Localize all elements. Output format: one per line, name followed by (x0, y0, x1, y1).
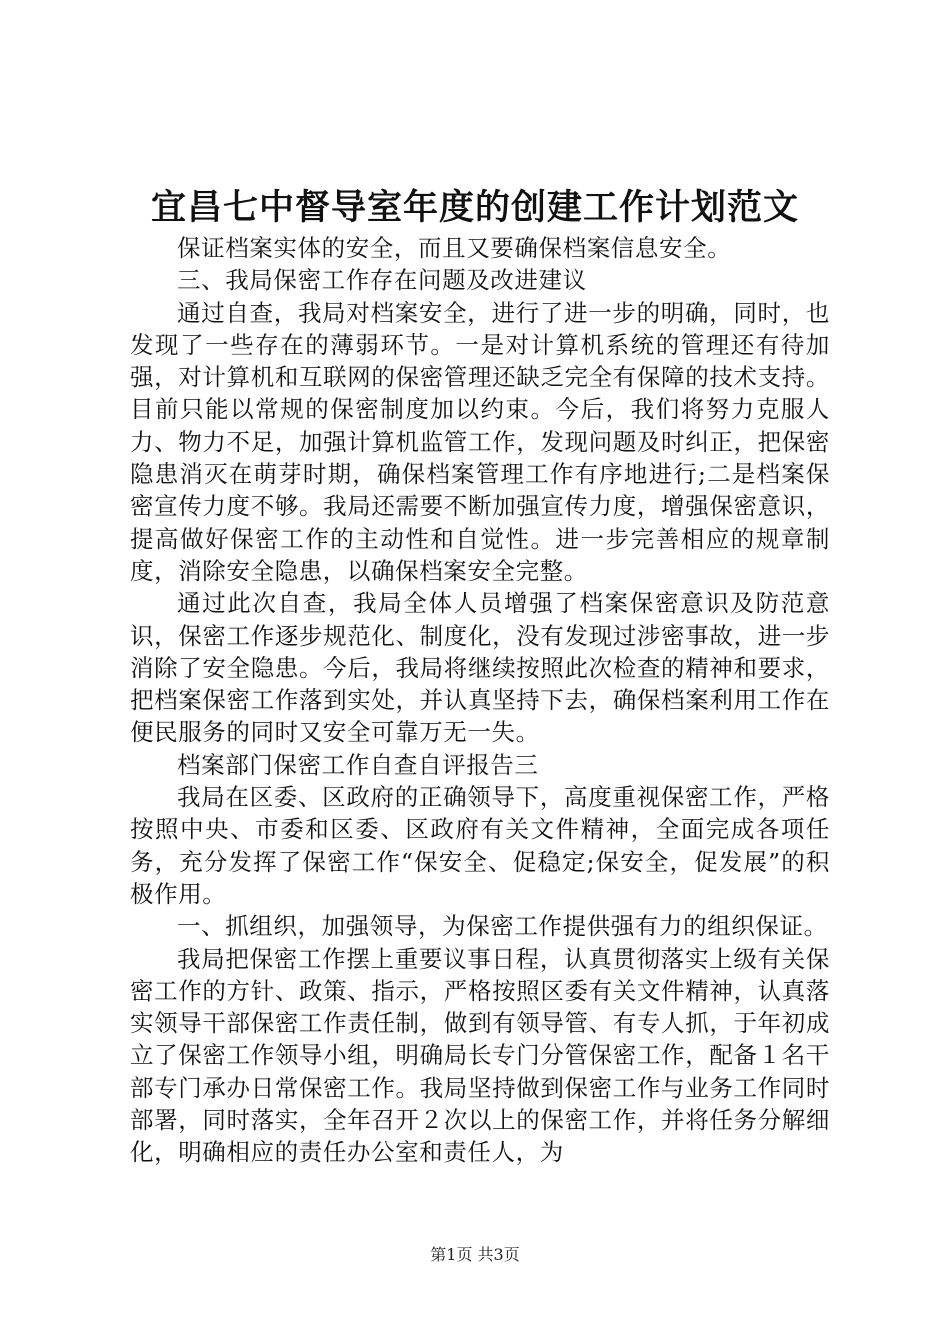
document-title: 宜昌七中督导室年度的创建工作计划范文 (150, 187, 799, 228)
paragraph-3: 通过此次自查，我局全体人员增强了档案保密意识及防范意识，保密工作逐步规范化、制度化，没有发现过涉密事故，进一步消除了安全隐患。今后，我局将继续按照此次检查的精神和要求，把档案保密工作落到实处，并认真坚持下去，确保档案利用工作在便民服务的同时又安全可靠万无一失。 (130, 589, 830, 747)
section-heading-1: 一、抓组织，加强领导，为保密工作提供强有力的组织保证。 (177, 912, 828, 941)
document-body (130, 232, 830, 1169)
section-heading-3: 三、我局保密工作存在问题及改进建议 (177, 266, 587, 295)
paragraph-5: 我局把保密工作摆上重要议事日程，认真贯彻落实上级有关保密工作的方针、政策、指示，严格按照区委有关文件精神，认真落实领导干部保密工作责任制，做到有领导管、有专人抓，于年初成立了保密工作领导小组，明确局长专门分管保密工作，配备１名干部专门承办日常保密工作。我局坚持做到保密工作与业务工作同时部署，同时落实，全年召开２次以上的保密工作，并将任务分解细化，明确相应的责任办公室和责任人，为 (130, 944, 830, 1167)
paragraph-1: 保证档案实体的安全，而且又要确保档案信息安全。 (177, 234, 732, 262)
report-heading: 档案部门保密工作自查自评报告三 (177, 750, 539, 779)
paragraph-2: 通过自查，我局对档案安全，进行了进一步的明确，同时，也发现了一些存在的薄弱环节。一是对计算机系统的管理还有待加强，对计算机和互联网的保密管理还缺乏完全有保障的技术支持。目前只能以常规的保密制度加以约束。今后，我们将努力克服人力、物力不足，加强计算机监管工作，发现问题及时纠正，把保密隐患消灭在萌芽时期，确保档案管理工作有序地进行;二是档案保密宣传力度不够。我局还需要不断加强宣传力度，增强保密意识，提高做好保密工作的主动性和自觉性。进一步完善相应的规章制度，消除安全隐患，以确保档案安全完整。 (130, 298, 830, 585)
page-footer: 第1页 共3页 (430, 1245, 520, 1264)
paragraph-4: 我局在区委、区政府的正确领导下，高度重视保密工作，严格按照中央、市委和区委、区政府有关文件精神，全面完成各项任务，充分发挥了保密工作“保安全、促稳定;保安全，促发展”的积极作用。 (130, 783, 830, 908)
